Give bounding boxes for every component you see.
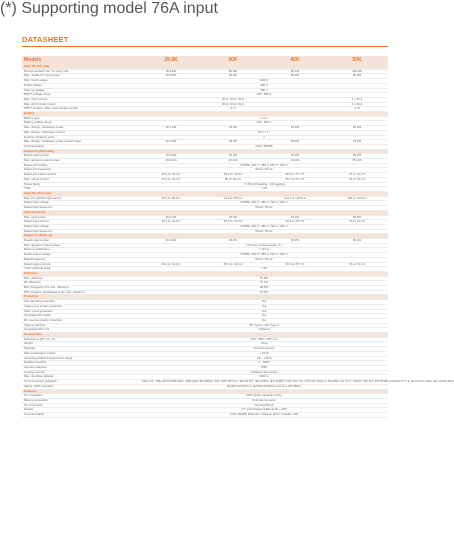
spec-value: 97.8% (140, 276, 388, 281)
spec-label: Max. apparent output power (22, 159, 140, 164)
spec-label: MPPT voltage range (22, 93, 140, 98)
page-title: DATASHEET (22, 35, 69, 44)
spec-value: 4 / 8 (326, 107, 388, 112)
spec-value: 1000 V (140, 79, 388, 84)
title-divider (22, 46, 388, 47)
spec-label: DC reverse polarity protection (22, 318, 140, 323)
spec-value: 50 kW (326, 239, 388, 244)
spec-label: Self-consumption (night) (22, 351, 140, 356)
spec-value: 150 - 850 V (140, 93, 388, 98)
spec-label: Recommended max. PV array size (22, 69, 140, 74)
spec-label: Max. input current (22, 97, 140, 102)
spec-value: -25 ~ +60°C (140, 356, 388, 361)
spec-value: 60 A / 60 A / 60 A (140, 102, 326, 107)
spec-value: < 10 ms (140, 248, 388, 253)
spec-value: 7.0" LCD display & Bluetooth + APP (140, 408, 388, 413)
spec-label: THDv (@linear load) (22, 267, 140, 272)
spec-value: 59.8 kW (140, 74, 202, 79)
spec-value: 40 kW (264, 239, 326, 244)
spec-value: Terminal Block (140, 403, 388, 408)
spec-value: 80 kW (264, 74, 326, 79)
spec-value: 50 Hz / 60 Hz (140, 206, 388, 211)
models-header-row (22, 56, 388, 65)
spec-value: 76 A / 72.2 A (326, 177, 388, 182)
spec-label: Integrated AFCI 2.0 (22, 328, 140, 333)
spec-value: 600 V (140, 83, 388, 88)
spec-value: 60 kW (202, 74, 264, 79)
spec-value: 76 A × 2 * (140, 130, 388, 135)
spec-label: Rated output voltage (22, 253, 140, 258)
spec-label: EU efficiency (22, 281, 140, 286)
spec-value: 3/N/PE, 220 V / 380 V, 230 V / 400 V (140, 163, 388, 168)
spec-value: 50 kW (326, 215, 388, 220)
spec-value: 33 kVA (202, 159, 264, 164)
spec-value: 121.4 A / 115.4 A (264, 196, 326, 201)
spec-value: Yes (140, 318, 388, 323)
spec-label: Battery voltage range (22, 121, 140, 126)
spec-value: 152 A / 144.4 A (326, 196, 388, 201)
spec-value: 66.7 A / 57.7 A (264, 177, 326, 182)
spec-value: 59.8 kW (140, 69, 202, 74)
spec-label: BAT charged by PV max. efficiency (22, 286, 140, 291)
spec-value: 4000 m (140, 375, 388, 380)
spec-value: 150 - 800 V (140, 121, 388, 126)
section-title: Protection (22, 295, 388, 300)
spec-label: Short circuit protection (22, 309, 140, 314)
spec-value: 3/N/PE, 220 V / 380 V, 230 V / 400 V (140, 224, 388, 229)
spec-value: 80 kW (264, 69, 326, 74)
spec-value: 45.4 A / 43.3 A (202, 220, 264, 225)
spec-label: Max. AC passthrough current (22, 196, 140, 201)
model-29-9k-header: 29.9K (140, 56, 202, 65)
spec-label: Weight (22, 342, 140, 347)
spec-label: Topology (22, 347, 140, 352)
spec-value: 40 kW (264, 215, 326, 220)
footnote: (*) Supporting model 76A input (0, 0, 218, 17)
spec-value: 4 × 40 A (326, 97, 388, 102)
spec-value: 4 × 60 A (326, 102, 388, 107)
section-title: Output AC (Back-up) (22, 234, 388, 239)
models-header-label: Models (22, 56, 140, 65)
spec-label: Integrated DC switch (22, 314, 140, 319)
datasheet-table (22, 56, 454, 418)
spec-label: Rated grid output current (22, 173, 140, 178)
spec-value: 100 kW (326, 69, 388, 74)
spec-value: 73 kg (140, 342, 388, 347)
spec-value: 45.4 A / 43.3 A (140, 173, 202, 178)
spec-label: Max. charge / discharge power (22, 126, 140, 131)
spec-label: Max. usable PV input power (22, 74, 140, 79)
spec-label: Dimensions (W × H × D) (22, 337, 140, 342)
spec-value: < 3% (140, 187, 388, 192)
spec-label: Output over current protection (22, 304, 140, 309)
spec-value: 33 kW (202, 140, 264, 145)
spec-label: Rated output power (22, 154, 140, 159)
spec-label: Max. apparent output power (22, 243, 140, 248)
spec-value: 76 A / 72.2 A (326, 173, 388, 178)
spec-label: Max. efficiency (22, 276, 140, 281)
spec-label: Max. output current (22, 177, 140, 182)
spec-value: 97.4% (140, 281, 388, 286)
spec-label: Rated frequency (22, 257, 140, 262)
spec-value: 1.5 times of rated power, 3 s (140, 243, 388, 248)
spec-value: 90.6 A / 86.6 A (140, 196, 202, 201)
spec-label: Back-up switch time (22, 248, 140, 253)
spec-label: Communication (22, 144, 140, 149)
spec-value: Terminal connector (140, 398, 388, 403)
spec-label: Rated input current (22, 220, 140, 225)
spec-value: 29.9 kVA (140, 159, 202, 164)
spec-label: Max. operation altitude (22, 375, 140, 380)
spec-value: IEC/EN 62109-1/-2, IEC/EN 61000-6-1/-2/-3/-4, EN 55011 (140, 384, 388, 389)
spec-value: 2 (140, 135, 388, 140)
spec-value: 60.6 A / 57.7 A (264, 262, 326, 267)
spec-value: 44 kW (264, 126, 326, 131)
spec-value: 33 kW (202, 126, 264, 131)
spec-value: Optional (140, 328, 388, 333)
spec-value: 91.2 A / 86.6 A (202, 196, 264, 201)
spec-value: Li-ion (140, 116, 388, 121)
spec-value: 50 kW (326, 154, 388, 159)
spec-label: Rated input frequency (22, 206, 140, 211)
spec-label: Grid connection standard (22, 380, 140, 385)
spec-label: Rated grid frequency (22, 168, 140, 173)
spec-value: 55 kVA (326, 159, 388, 164)
spec-label: Start-up voltage (22, 88, 140, 93)
spec-row (22, 413, 388, 418)
spec-label: Display (22, 408, 140, 413)
section-title: General Data (22, 333, 388, 338)
spec-label: MPPT number / Max. input strings number (22, 107, 140, 112)
spec-value: 45.4 A / 43.3 A (202, 262, 264, 267)
spec-value: Intelligent fan cooling (140, 370, 388, 375)
spec-value: CEI 0-21, VDE-AR-N 4105/4110, VDE 0124, EN 50549, G99, NRS 097-2-1, IEC 61727, IEC 62116, IEC 61683, UTE C15-712, NTS 631 PO12.3, RD1699, AS 4777, C10/11, RD 413, EN 50438, AS/NZS 4777.2, IEC 61727:2004, IEC 62116:2014 (142, 379, 454, 384)
spec-value: 60.6 A / 57.7 A (264, 173, 326, 178)
spec-label: Rated voltage (22, 83, 140, 88)
spec-value: 3 / 6 (140, 107, 326, 112)
spec-value: 3/N/PE, 220 V / 380 V, 230 V / 400 V (140, 201, 388, 206)
section-title: Features (22, 389, 388, 394)
spec-value: 40 kW (264, 154, 326, 159)
spec-label: Rated input voltage (22, 224, 140, 229)
spec-value: 3/N/PE, 220 V / 380 V, 230 V / 400 V (140, 253, 388, 258)
spec-value: 0 - 100% (140, 361, 388, 366)
spec-value: 50 Hz / 60 Hz (140, 229, 388, 234)
spec-value: 55 kW (326, 126, 388, 131)
spec-value: < 15 W (140, 351, 388, 356)
spec-label: Battery connection (22, 398, 140, 403)
spec-value: 45.4 A / 43.3 A (140, 220, 202, 225)
spec-label: Rated output power (22, 239, 140, 244)
datasheet-body (22, 56, 454, 417)
spec-value: CAN / RS485 (140, 144, 388, 149)
spec-value: 32.1 kW (140, 126, 202, 131)
spec-value: 44 kVA (264, 159, 326, 164)
spec-value: 98.5% (140, 286, 388, 291)
section-title: Input Generator (22, 210, 388, 215)
spec-value: Yes (140, 309, 388, 314)
spec-label: Max. input voltage (22, 79, 140, 84)
spec-label: Ingress protection (22, 366, 140, 371)
section-title: Battery (22, 112, 388, 117)
spec-label: Operating ambient temperature range (22, 356, 140, 361)
spec-value: 76 A / 72.2 A (326, 262, 388, 267)
spec-value: 40 A / 40 A / 40 A (140, 97, 326, 102)
spec-value: 50 Hz / 60 Hz (140, 168, 388, 173)
model-30k-header: 30K (202, 56, 264, 65)
spec-value: 50 A / 43.3 A (202, 177, 264, 182)
spec-label: Rated grid voltage (22, 163, 140, 168)
spec-value: 30 kW (202, 154, 264, 159)
spec-value: IP66 (140, 366, 388, 371)
spec-label: Relative humidity (22, 361, 140, 366)
spec-label: Rated input frequency (22, 229, 140, 234)
spec-value: 30 kW (202, 215, 264, 220)
spec-value: 90 kW (326, 74, 388, 79)
spec-value: Yes (140, 304, 388, 309)
spec-value: 33 kW (326, 140, 388, 145)
spec-value: 29.9 kW (140, 154, 202, 159)
spec-value: > 0.99 (0.8 leading - 0.8 lagging) (140, 182, 388, 187)
spec-value: 50 Hz / 60 Hz (140, 257, 388, 262)
spec-label: Rated output current (22, 262, 140, 267)
spec-label: Surge protection (22, 323, 140, 328)
spec-label: Max. input power (22, 215, 140, 220)
section-title: Input DC (PV side) (22, 65, 388, 69)
spec-value: 97.5% (140, 290, 388, 295)
spec-value: 30 kW (202, 239, 264, 244)
spec-value: < 3% (140, 267, 388, 272)
spec-value: 530 × 880 × 280 mm (140, 337, 388, 342)
spec-value: 32.1 kW (140, 140, 202, 145)
spec-label: Safety / EMC standard (22, 384, 140, 389)
spec-label: Max. charge / discharge power of each input (22, 140, 140, 145)
spec-label: Cooling concept (22, 370, 140, 375)
spec-label: Max. charge / discharge current (22, 130, 140, 135)
spec-value: 29.9 kW (140, 239, 202, 244)
spec-value: Yes (140, 314, 388, 319)
spec-value: Yes (140, 300, 388, 305)
spec-label: PV connection (22, 394, 140, 399)
spec-label: THDi (22, 187, 140, 192)
spec-value: MC4 Quick connection plug (140, 394, 388, 399)
spec-label: BAT charged / discharged to AC max. efficiency (22, 290, 140, 295)
spec-value: 29.9 kW (140, 215, 202, 220)
spec-value: 76 A / 72.2 A (326, 220, 388, 225)
spec-label: Max. short circuit current (22, 102, 140, 107)
spec-label: Power factor (22, 182, 140, 187)
model-40k-header: 40K (264, 56, 326, 65)
spec-value: CAN, RS485, Ethernet, Optional: Wi-Fi, Cellular, LAN (140, 413, 388, 418)
spec-value: 45.4 A / 43.3 A (140, 177, 202, 182)
spec-value: 180 V (140, 88, 388, 93)
spec-value: Transformerless (140, 347, 388, 352)
spec-label: Battery type (22, 116, 140, 121)
spec-label: Anti-islanding protection (22, 300, 140, 305)
spec-value: 60 kW (202, 69, 264, 74)
model-50k-header: 50K (326, 56, 388, 65)
spec-label: Rated input voltage (22, 201, 140, 206)
spec-label: Communication (22, 413, 140, 418)
spec-value: DC Type II / AC Type II (140, 323, 388, 328)
section-title: Input AC (Grid side) (22, 191, 388, 196)
spec-value: 33 kW (264, 140, 326, 145)
section-title: Output AC (Grid side) (22, 149, 388, 154)
spec-value: 45.4 A / 43.3 A (202, 173, 264, 178)
spec-label: AC connection (22, 403, 140, 408)
spec-label: Number of battery ports (22, 135, 140, 140)
section-title: Efficiency (22, 271, 388, 276)
spec-value: 60.6 A / 57.7 A (264, 220, 326, 225)
spec-value: 45.4 A / 43.3 A (140, 262, 202, 267)
